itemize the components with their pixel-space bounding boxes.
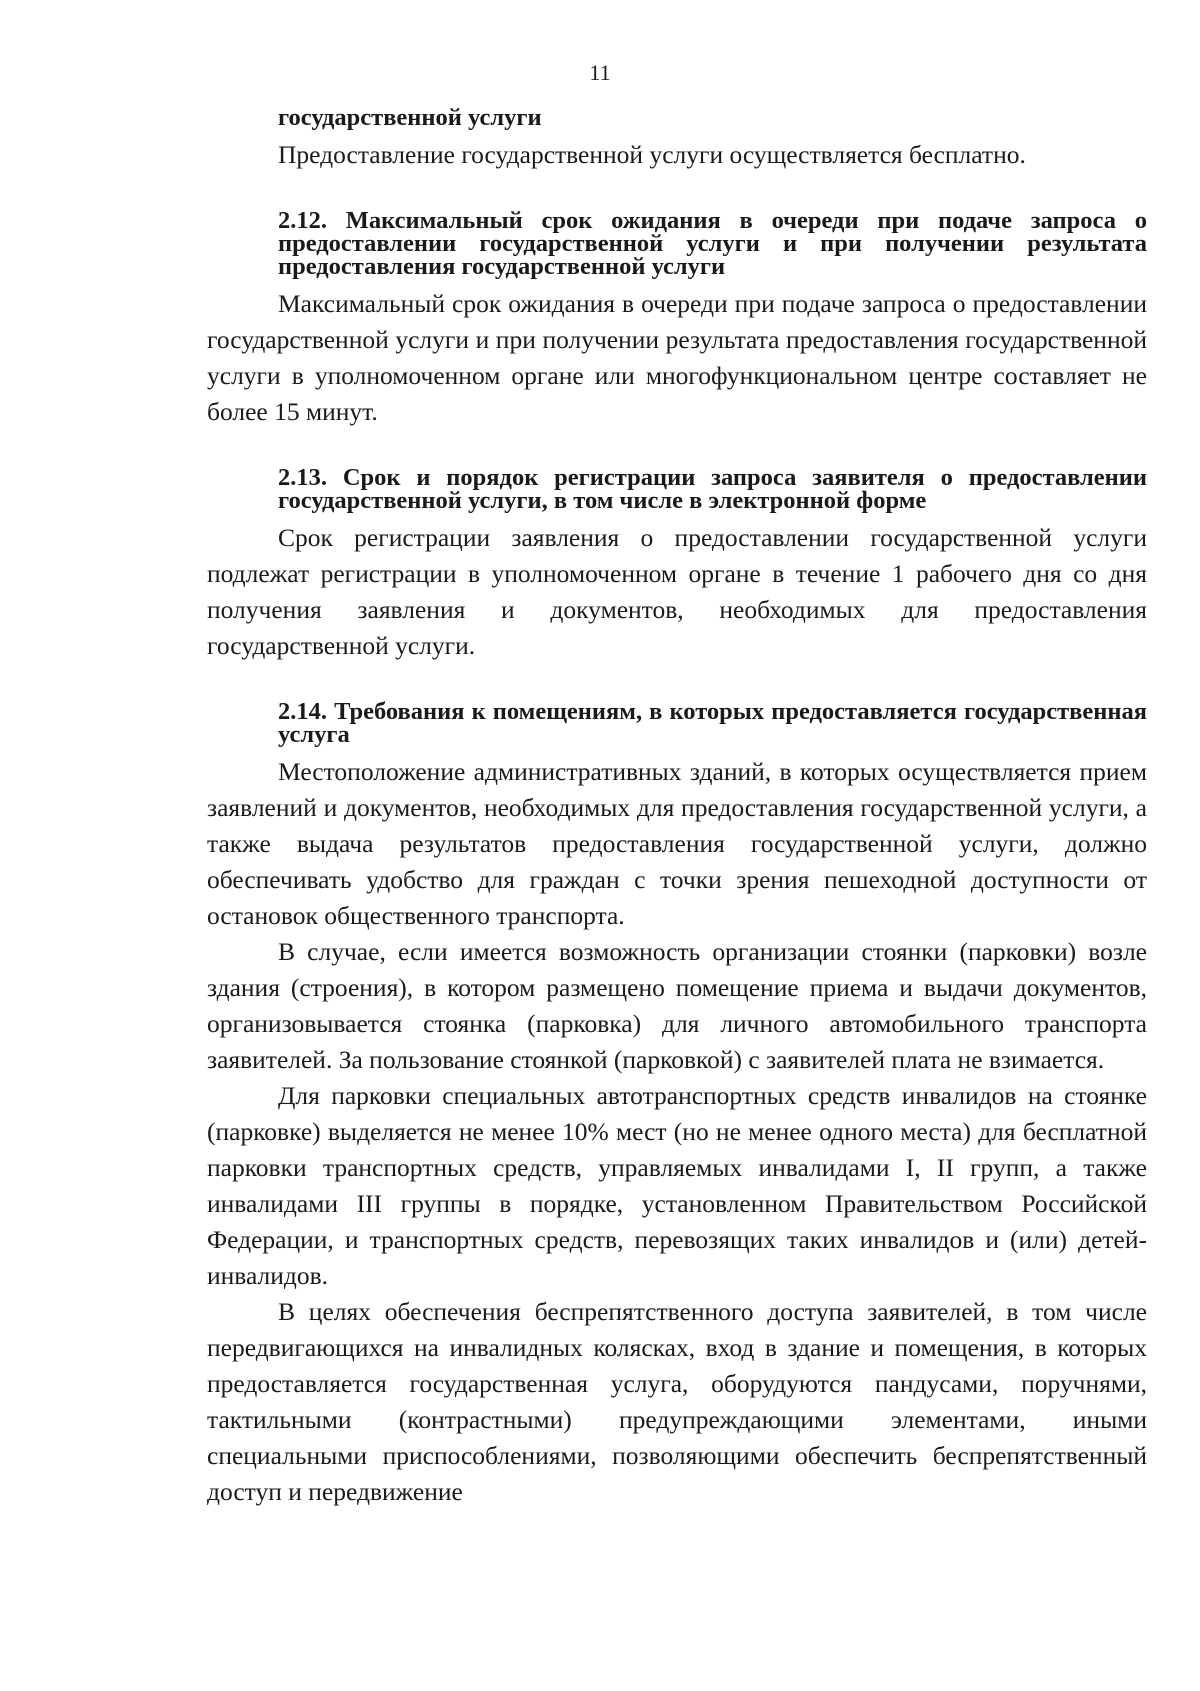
section-paragraph: В случае, если имеется возможность организации стоянки (парковки) возле здания (строения), в котором размещено помещение приема и выдачи документов, организовывается стоянка (парковка) для личного автомобильного транспорта заявителей. За пользование стоянкой (парковкой) с заявителей плата не взимается. xyxy=(207,937,1147,1074)
section-paragraph: Местоположение административных зданий, в которых осуществляется прием заявлений и документов, необходимых для предоставления государственной услуги, а также выдача результатов предоставления государственной услуги, должно обеспечивать удобство для граждан с точки зрения пешеходной доступности от остановок общественного транспорта. xyxy=(207,757,1147,930)
section-heading: 2.12. Максимальный срок ожидания в очереди при подаче запроса о предоставлении государственной услуги и при получении результата предоставления государственной услуги xyxy=(278,207,1147,280)
section-2-14 xyxy=(207,700,1147,1510)
page-number: 11 xyxy=(589,60,611,85)
section-paragraph: В целях обеспечения беспрепятственного доступа заявителей, в том числе передвигающихся на инвалидных колясках, вход в здание и помещения, в которых предоставляется государственная услуга, оборудуются пандусами, поручнями, тактильными (контрастными) предупреждающими элементами, иными специальными приспособлениями, позволяющими обеспечить беспрепятственный доступ и передвижение xyxy=(207,1297,1147,1506)
section-paragraph: Для парковки специальных автотранспортных средств инвалидов на стоянке (парковке) выделяется не менее 10% мест (но не менее одного места) для бесплатной парковки транспортных средств, управляемых инвалидами I, II групп, а также инвалидами III группы в порядке, установленном Правительством Российской Федерации, и транспортных средств, перевозящих таких инвалидов и (или) детей-инвалидов. xyxy=(207,1081,1147,1290)
section-paragraph: Срок регистрации заявления о предоставлении государственной услуги подлежат регистрации в уполномоченном органе в течение 1 рабочего дня со дня получения заявления и документов, необходимых для предоставления государственной услуги. xyxy=(207,523,1147,660)
document-body xyxy=(207,106,1147,1510)
intro-paragraph: Предоставление государственной услуги осуществляется бесплатно. xyxy=(278,140,1026,169)
heading-continued: государственной услуги xyxy=(278,104,542,131)
section-heading: 2.13. Срок и порядок регистрации запроса заявителя о предоставлении государственной услуги, в том числе в электронной форме xyxy=(278,464,1147,514)
section-heading: 2.14. Требования к помещениям, в которых предоставляется государственная услуга xyxy=(278,698,1147,748)
section-2-13 xyxy=(207,466,1147,664)
section-paragraph: Максимальный срок ожидания в очереди при подаче запроса о предоставлении государственной услуги и при получении результата предоставления государственной услуги в уполномоченном органе или многофункциональном центре составляет не более 15 минут. xyxy=(207,289,1147,426)
section-2-12 xyxy=(207,209,1147,430)
